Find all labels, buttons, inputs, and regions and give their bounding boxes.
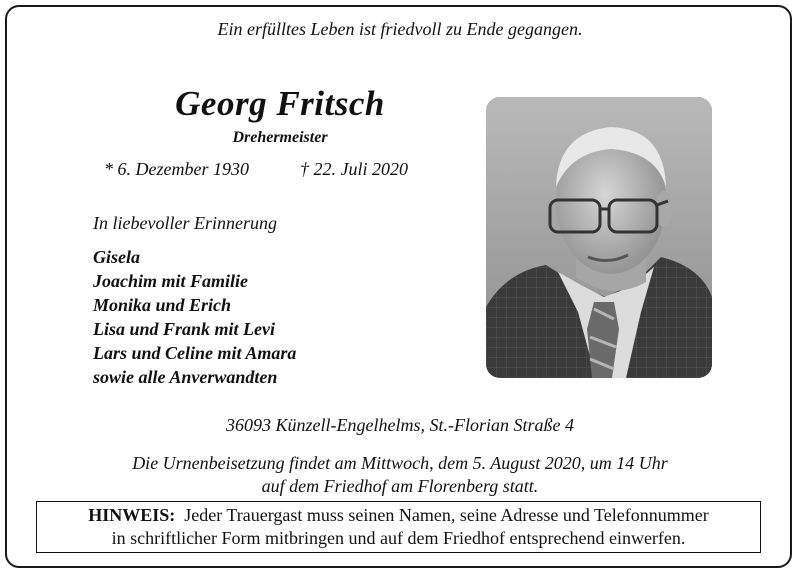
portrait-photo: [486, 97, 712, 378]
deceased-name: Georg Fritsch: [175, 84, 385, 123]
death-date: † 22. Juli 2020: [300, 159, 408, 179]
notice-text: Jeder Trauergast muss seinen Namen, seine Adresse und Telefonnummer: [184, 505, 709, 525]
birth-date: * 6. Dezember 1930: [104, 159, 249, 179]
ceremony-line: auf dem Friedhof am Florenberg statt.: [261, 476, 539, 496]
mourner-item: Monika und Erich: [93, 295, 232, 315]
notice-line: [37, 504, 760, 527]
notice-label: HINWEIS:: [88, 505, 176, 525]
mourner-item: Joachim mit Familie: [93, 271, 249, 291]
mourner-item: Lars und Celine mit Amara: [93, 343, 297, 363]
address: 36093 Künzell-Engelhelms, St.-Florian Straße 4: [226, 415, 574, 435]
motto: Ein erfülltes Leben ist friedvoll zu Ende gegangen.: [217, 19, 583, 39]
ceremony-info: [0, 452, 800, 498]
memory-line: In liebevoller Erinnerung: [93, 213, 277, 233]
mourner-item: Gisela: [93, 247, 140, 267]
mourner-item: Lisa und Frank mit Levi: [93, 319, 276, 339]
notice-line: in schriftlicher Form mitbringen und auf dem Friedhof entsprechend einwerfen.: [111, 528, 686, 548]
deceased-profession: Drehermeister: [232, 129, 328, 146]
mourners-list: [93, 245, 296, 389]
notice-box: [36, 501, 761, 553]
ceremony-line: Die Urnenbeisetzung findet am Mittwoch, dem 5. August 2020, um 14 Uhr: [132, 453, 668, 473]
mourner-item: sowie alle Anverwandten: [93, 367, 278, 387]
